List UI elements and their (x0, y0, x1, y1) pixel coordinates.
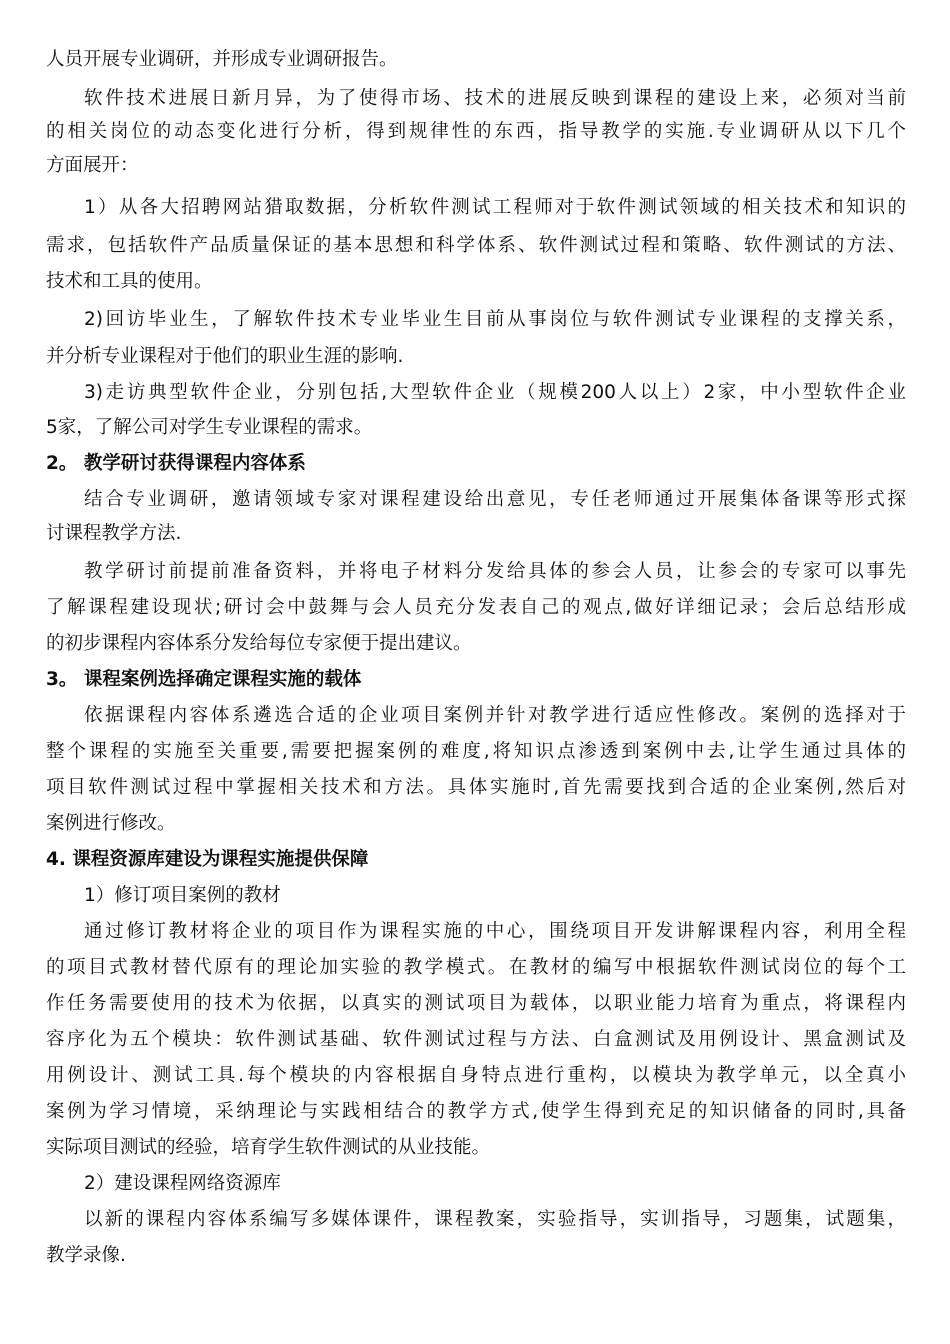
list-item-line: 1）从各大招聘网站猎取数据，分析软件测试工程师对于软件测试领域的相关技术和知识的 (84, 197, 906, 218)
paragraph-line: 通过修订教材将企业的项目作为课程实施的中心，围绕项目开发讲解课程内容，利用全程 (84, 921, 906, 942)
list-item-line: 5家，了解公司对学生专业课程的需求。 (46, 417, 373, 438)
paragraph-line: 的相关岗位的动态变化进行分析，得到规律性的东西，指导教学的实施.专业调研从以下几个 (46, 121, 906, 142)
subheading: 1）修订项目案例的教材 (84, 885, 281, 906)
section-heading: 2。 教学研讨获得课程内容体系 (46, 453, 306, 474)
paragraph-line: 了解课程建设现状;研讨会中鼓舞与会人员充分发表自己的观点,做好详细记录；会后总结形成 (46, 597, 906, 618)
paragraph-line: 的初步课程内容体系分发给每位专家便于提出建议。 (46, 633, 472, 654)
paragraph-line: 作任务需要使用的技术为依据，以真实的测试项目为载体，以职业能力培育为重点，将课程内 (46, 993, 906, 1014)
paragraph-line: 的项目式教材替代原有的理论加实验的教学模式。在教材的编写中根据软件测试岗位的每个工 (46, 957, 906, 978)
list-item-line: 并分析专业课程对于他们的职业生涯的影响. (46, 346, 404, 367)
list-item-line: 需求，包括软件产品质量保证的基本思想和科学体系、软件测试过程和策略、软件测试的方法、 (46, 235, 906, 256)
paragraph-line: 方面展开： (46, 155, 139, 176)
paragraph-line: 人员开展专业调研，并形成专业调研报告。 (46, 49, 398, 70)
paragraph-line: 容序化为五个模块：软件测试基础、软件测试过程与方法、白盒测试及用例设计、黑盒测试及 (46, 1029, 906, 1050)
paragraph-line: 教学研讨前提前准备资料，并将电子材料分发给具体的参会人员，让参会的专家可以事先 (84, 561, 906, 582)
subheading: 2）建设课程网络资源库 (84, 1173, 281, 1194)
paragraph-line: 项目软件测试过程中掌握相关技术和方法。具体实施时,首先需要找到合适的企业案例,然后对 (46, 777, 906, 798)
paragraph-line: 教学录像. (46, 1245, 126, 1266)
paragraph-line: 依据课程内容体系遴选合适的企业项目案例并针对教学进行适应性修改。案例的选择对于 (84, 705, 906, 726)
paragraph-line: 用例设计、测试工具.每个模块的内容根据自身特点进行重构，以模块为教学单元，以全真小 (46, 1065, 906, 1086)
paragraph-line: 案例为学习情境，采纳理论与实践相结合的教学方式,使学生得到充足的知识储备的同时,具备 (46, 1101, 906, 1122)
paragraph-line: 讨课程教学方法. (46, 523, 182, 544)
paragraph-line: 实际项目测试的经验，培育学生软件测试的从业技能。 (46, 1137, 491, 1158)
list-item-line: 3)走访典型软件企业，分别包括,大型软件企业（规模200人以上）2家，中小型软件企业 (84, 382, 906, 403)
paragraph-line: 整个课程的实施至关重要,需要把握案例的难度,将知识点渗透到案例中去,让学生通过具体的 (46, 741, 906, 762)
paragraph-line: 软件技术进展日新月异，为了使得市场、技术的进展反映到课程的建设上来，必须对当前 (84, 88, 906, 109)
section-heading: 3。 课程案例选择确定课程实施的载体 (46, 669, 362, 690)
paragraph-line: 案例进行修改。 (46, 813, 176, 834)
section-heading: 4. 课程资源库建设为课程实施提供保障 (46, 849, 369, 870)
paragraph-line: 结合专业调研，邀请领域专家对课程建设给出意见，专任老师通过开展集体备课等形式探 (84, 489, 906, 510)
paragraph-line: 以新的课程内容体系编写多媒体课件，课程教案，实验指导，实训指导，习题集，试题集， (84, 1209, 906, 1230)
list-item-line: 2)回访毕业生，了解软件技术专业毕业生目前从事岗位与软件测试专业课程的支撑关系， (84, 309, 906, 330)
list-item-line: 技术和工具的使用。 (46, 271, 213, 292)
